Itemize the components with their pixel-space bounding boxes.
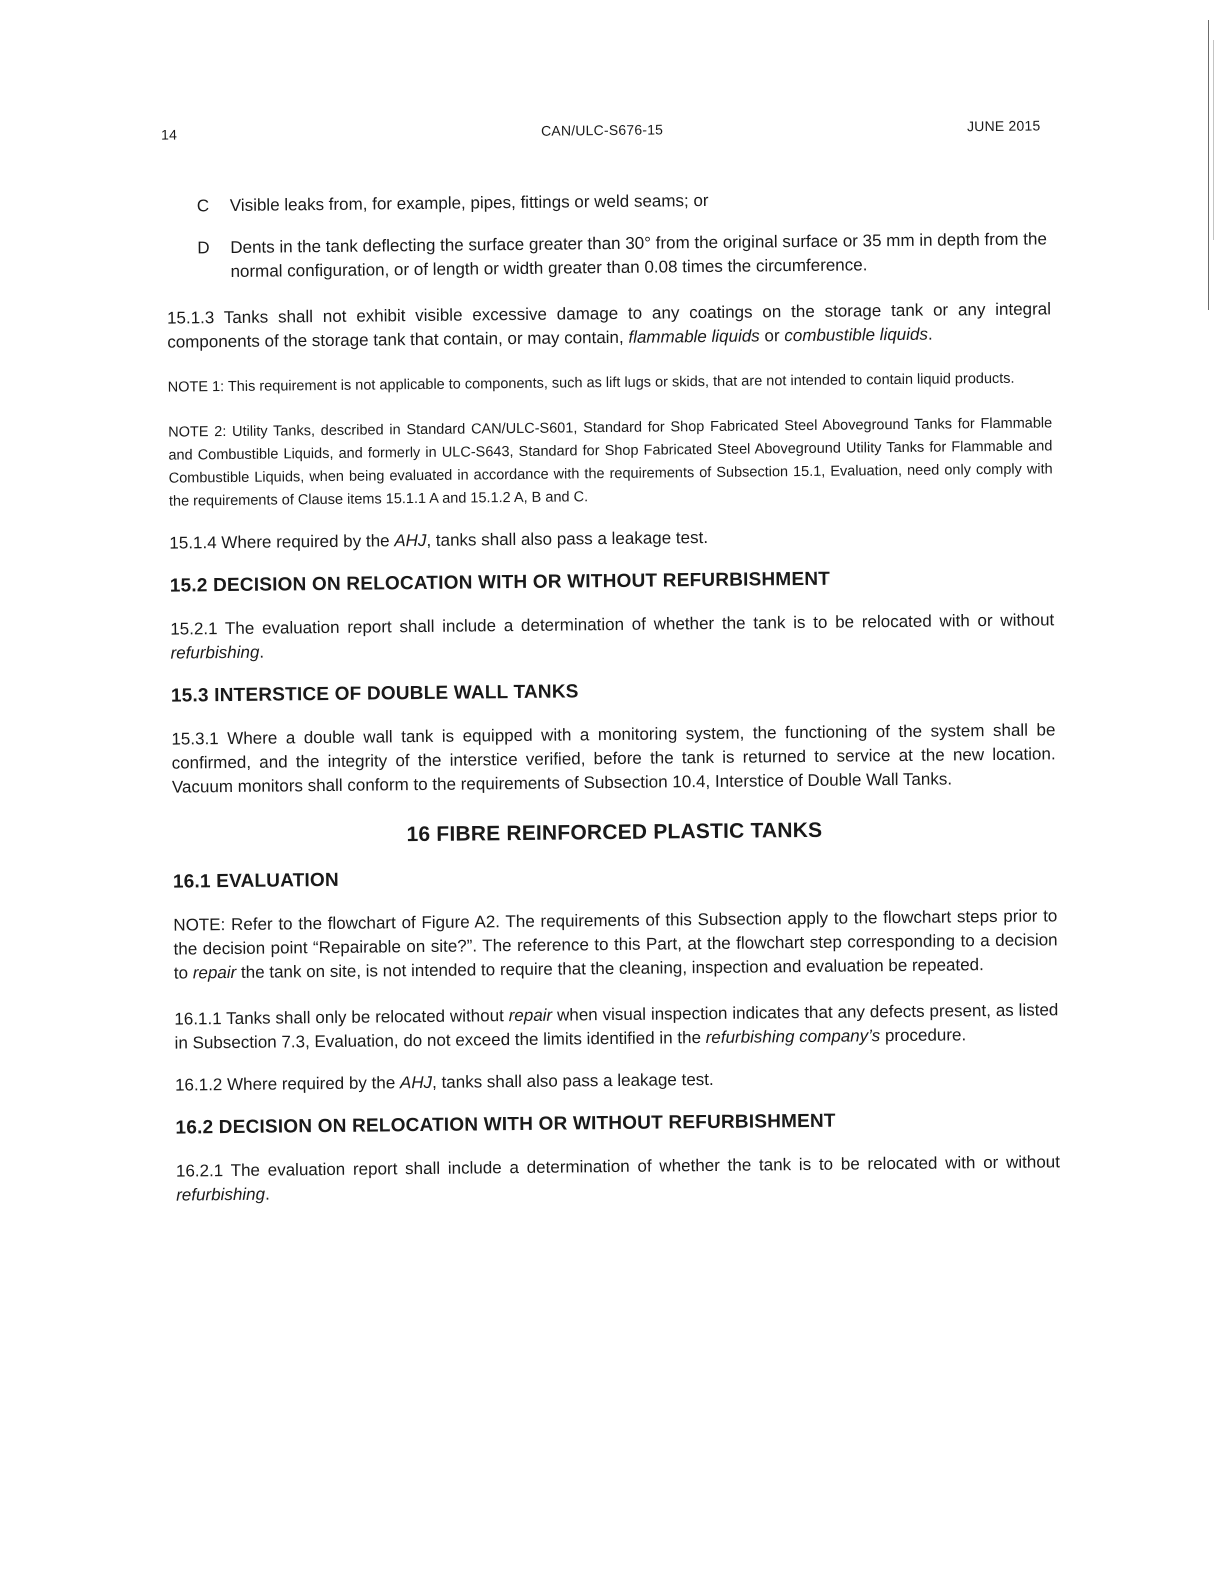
list-text: Visible leaks from, for example, pipes, fittings or weld seams; or [229, 190, 709, 215]
note-2: NOTE 2: Utility Tanks, described in Standard CAN/ULC-S601, Standard for Shop Fabricated Steel Aboveground Tanks for Flammable and Combustible Liquids, and formerly in ULC-S643, Standard for Shop Fabricated Steel Aboveground Utility Tanks for Flammable and Combustible Liquids, when being evaluated in accordance with the requirements of Subsection 15.1, Evaluation, need only comply with the requirements of Clause items 15.1.1 A and 15.1.2 A, B and C. [168, 415, 1053, 510]
clause-16-1-1: 16.1.1 Tanks shall only be relocated without repair when visual inspection indicates that any defects present, as listed in Subsection 7.3, Evaluation, do not exceed the limits identified in the refurbishing company’s procedure. [174, 1000, 1059, 1053]
clause-15-1-3: 15.1.3 Tanks shall not exhibit visible excessive damage to any coatings on the storage tank or any integral components of the storage tank that contain, or may contain, flammable liquids or combustible liquids. [166, 299, 1052, 352]
document-id: CAN/ULC-S676-15 [540, 121, 664, 139]
clause-15-3-1: 15.3.1 Where a double wall tank is equipped with a monitoring system, the functioning of the system shall be confirmed, and the integrity of the interstice verified, before the tank is returned to service at the new location. Vacuum monitors shall conform to the requirements of Subsection 10.4, Interstice of Double Wall Tanks. [171, 720, 1056, 797]
list-item-d [166, 227, 1050, 284]
section-heading-15-2: 15.2 DECISION ON RELOCATION WITH OR WITHOUT REFURBISHMENT [169, 568, 831, 597]
page-number: 14 [161, 126, 178, 143]
clause-16-2-1: 16.2.1 The evaluation report shall include a determination of whether the tank is to be relocated with or without refurbishing. [175, 1152, 1060, 1205]
document-date: JUNE 2015 [966, 117, 1041, 135]
list-letter: C [196, 196, 210, 216]
section-heading-15-3: 15.3 INTERSTICE OF DOUBLE WALL TANKS [170, 681, 579, 707]
section-heading-16-2: 16.2 DECISION ON RELOCATION WITH OR WITHOUT REFURBISHMENT [175, 1110, 836, 1139]
list-text: Dents in the tank deflecting the surface greater than 30° from the original surface or 35 mm in depth from the normal configuration, or of length or width greater than 0.08 times the circumference. [230, 229, 1047, 281]
note-1: NOTE 1: This requirement is not applicable to components, such as lift lugs or skids, that are not intended to contain liquid products. [167, 370, 1015, 396]
section-heading-16-1: 16.1 EVALUATION [172, 869, 339, 893]
page-body [166, 185, 1061, 1207]
clause-16-1-2: 16.1.2 Where required by the AHJ, tanks shall also pass a leakage test. [174, 1069, 714, 1095]
list-letter: D [197, 238, 210, 258]
clause-15-2-1: 15.2.1 The evaluation report shall include a determination of whether the tank is to be relocated with or without refurbishing. [170, 610, 1055, 663]
part-heading-16: 16 FIBRE REINFORCED PLASTIC TANKS [406, 818, 823, 847]
note-16-1: NOTE: Refer to the flowchart of Figure A2. The requirements of this Subsection apply to the flowchart steps prior to the decision point “Repairable on site?”. The reference to this Part, at the flowchart step corresponding to a decision to repair the tank on site, is not intended to require that the cleaning, inspection and evaluation be repeated. [173, 906, 1058, 983]
clause-15-1-4: 15.1.4 Where required by the AHJ, tanks shall also pass a leakage test. [169, 527, 709, 553]
